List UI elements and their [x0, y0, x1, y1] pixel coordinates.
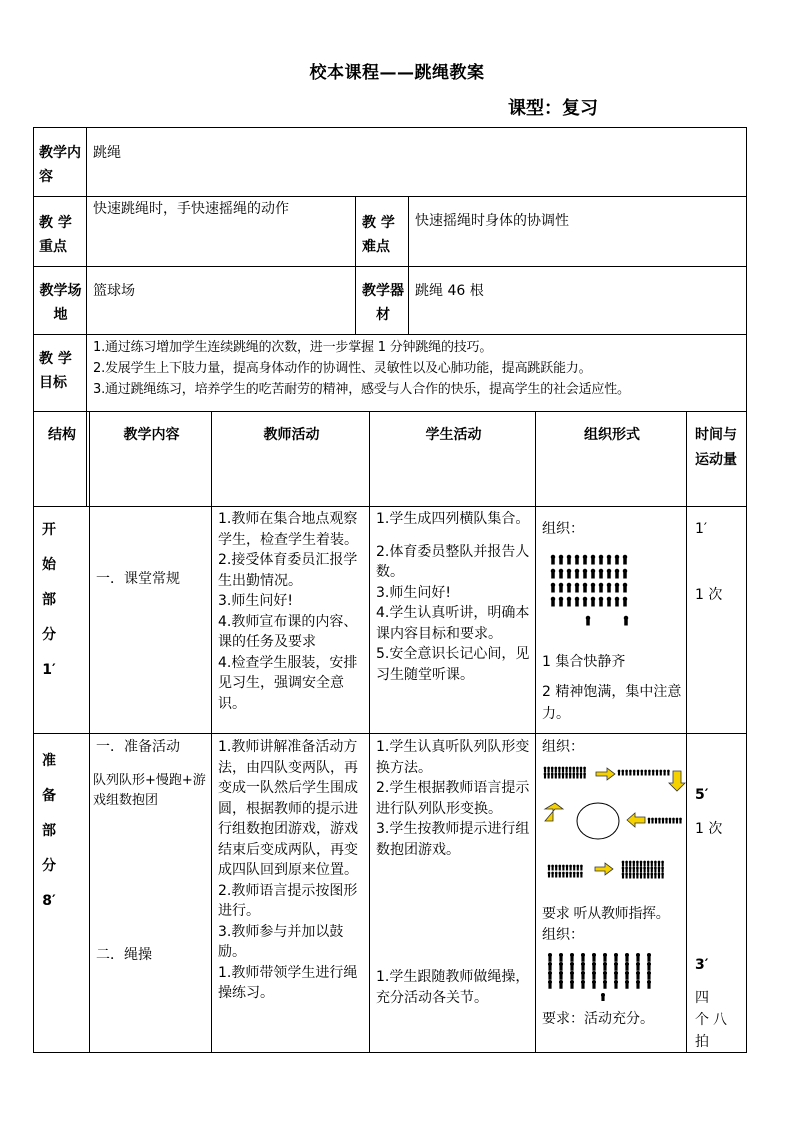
student-figure: [572, 773, 575, 779]
student-figure: [559, 980, 563, 989]
section1-time: 1′: [695, 521, 708, 537]
student-figure: [614, 953, 618, 962]
section2-content-a-detail: 队列队形+慢跑+游戏组数抱团: [93, 773, 206, 808]
student-figure: [551, 597, 556, 607]
student-figure: [676, 818, 679, 824]
formation-four-rows-diagram: [548, 552, 648, 634]
student-figure: [654, 867, 657, 873]
student-figure: [625, 873, 628, 879]
section2-teacher: [212, 735, 369, 1004]
student-figure: [570, 962, 574, 971]
student-figure: [547, 767, 550, 773]
student-figure: [576, 865, 579, 871]
student-figure: [575, 597, 580, 607]
student-figure: [625, 861, 628, 867]
student-figure: [548, 980, 552, 989]
section2-time-a: 5′: [695, 787, 709, 803]
student-figure: [554, 767, 557, 773]
student-figure: [629, 867, 632, 873]
student-figure: [603, 953, 607, 962]
student-figure: [656, 770, 659, 776]
student-figure: [548, 962, 552, 971]
student-figure: [625, 770, 628, 776]
section2-load-b: 四 个八拍: [695, 990, 731, 1050]
student-figure: [581, 980, 585, 989]
student-figure: [607, 597, 612, 607]
student-figure: [647, 861, 650, 867]
student-figure: [548, 953, 552, 962]
student-figure: [625, 867, 628, 873]
student-figure: [576, 767, 579, 773]
student-figure: [567, 583, 572, 593]
section2-org-req-a: 要求 听从教师指挥。: [542, 906, 670, 922]
header-student: 学生活动: [425, 427, 482, 443]
student-figure: [632, 861, 635, 867]
teacher-step: 4.教师宣布课的内容、课的任务及要求: [218, 613, 358, 650]
key-value: 快速跳绳时，手快速摇绳的动作: [93, 201, 289, 217]
student-figure: [559, 569, 564, 579]
student-figure: [580, 865, 583, 871]
student-figure: [544, 767, 547, 773]
student-figure: [625, 980, 629, 989]
student-figure: [562, 773, 565, 779]
student-figure: [551, 773, 554, 779]
section1-org-label: 组织：: [542, 521, 584, 537]
student-figure: [622, 861, 625, 867]
student-figure: [625, 971, 629, 980]
student-figure: [647, 962, 651, 971]
student-figure: [599, 569, 604, 579]
teacher-step: 1.教师带领学生进行绳操练习。: [218, 964, 358, 1001]
student-figure: [566, 872, 569, 878]
student-figure: [614, 980, 618, 989]
student-step: 5.安全意识长记心间，见习生随堂听课。: [376, 646, 530, 683]
student-step: 3.师生问好!: [376, 584, 451, 601]
student-figure: [667, 770, 670, 776]
header-structure: 结构: [48, 427, 76, 443]
student-figure: [654, 861, 657, 867]
student-figure: [643, 873, 646, 879]
student-figure: [572, 767, 575, 773]
goal-item: 1.通过练习增加学生连续跳绳的次数，进一步掌握 1 分钟跳绳的技巧。: [93, 340, 493, 355]
teacher-step: 1.教师在集合地点观察学生，检查学生着装。: [218, 511, 358, 548]
student-figure: [669, 818, 672, 824]
goal-list: [87, 335, 746, 400]
section1-teacher: [212, 507, 369, 714]
org-note: 2 精神饱满，集中注意力。: [542, 684, 682, 722]
student-figure: [647, 971, 651, 980]
student-figure: [624, 616, 629, 626]
rope-exercise-formation-diagram: [545, 951, 663, 1001]
student-figure: [562, 767, 565, 773]
student-figure: [640, 867, 643, 873]
student-figure: [591, 569, 596, 579]
student-figure: [554, 773, 557, 779]
student-figure: [581, 971, 585, 980]
student-figure: [551, 767, 554, 773]
student-figure: [569, 872, 572, 878]
student-figure: [559, 962, 563, 971]
student-figure: [658, 873, 661, 879]
arrow-down-left-icon: [545, 803, 563, 821]
student-figure: [576, 872, 579, 878]
student-figure: [548, 872, 551, 878]
student-figure: [580, 872, 583, 878]
student-figure: [601, 993, 605, 1001]
section2-time-b: 3′: [695, 957, 709, 973]
student-figure: [548, 865, 551, 871]
teacher-step: 3.师生问好!: [218, 593, 293, 609]
student-step: 4.学生认真听讲，明确本课内容目标和要求。: [376, 605, 530, 642]
section2-student-b: [370, 965, 535, 1008]
student-step: 2.体育委员整队并报告人数。: [376, 543, 530, 580]
student-figure: [569, 865, 572, 871]
student-figure: [570, 980, 574, 989]
student-figure: [679, 818, 682, 824]
student-figure: [622, 873, 625, 879]
student-figure: [548, 971, 552, 980]
equipment-label: 教学器材: [362, 283, 404, 323]
header-time: 时间与运动量: [695, 427, 737, 468]
student-figure: [591, 597, 596, 607]
section1-load: 1 次: [695, 587, 723, 603]
student-figure: [567, 555, 572, 565]
student-figure: [629, 770, 632, 776]
section2-org-label-a: 组织：: [542, 739, 584, 755]
student-figure: [551, 555, 556, 565]
student-figure: [661, 873, 664, 879]
student-figure: [580, 773, 583, 779]
student-figure: [607, 569, 612, 579]
student-figure: [615, 569, 620, 579]
header-teacher: 教师活动: [263, 427, 320, 443]
student-figure: [650, 873, 653, 879]
section2-structure: 准备部分8′: [42, 753, 56, 909]
student-figure: [580, 767, 583, 773]
section2-org-label-b: 组织：: [542, 927, 584, 943]
student-figure: [621, 770, 624, 776]
student-figure: [623, 597, 628, 607]
teacher-step: 3.教师参与并加以鼓励。: [218, 923, 344, 960]
student-figure: [650, 861, 653, 867]
student-figure: [654, 873, 657, 879]
student-figure: [575, 569, 580, 579]
student-figure: [559, 583, 564, 593]
goal-item: 3.通过跳绳练习，培养学生的吃苦耐劳的精神，感受与人合作的快乐，提高学生的社会适应性。: [93, 382, 630, 397]
student-figure: [565, 773, 568, 779]
student-figure: [661, 867, 664, 873]
org-note: 1 集合快静齐: [542, 654, 626, 670]
student-figure: [575, 555, 580, 565]
student-figure: [562, 872, 565, 878]
header-organization: 组织形式: [584, 427, 640, 443]
student-figure: [625, 953, 629, 962]
teacher-step: 1.教师讲解准备活动方法，由四队变两队，再变成一队然后学生围成圆，根据教师的提示进行组数抱团游戏，游戏结束后变成两队，再变成四队回到原来位置。: [218, 739, 358, 878]
student-figure: [658, 861, 661, 867]
difficulty-value: 快速摇绳时身体的协调性: [415, 213, 569, 229]
student-figure: [573, 865, 576, 871]
student-figure: [640, 770, 643, 776]
student-figure: [581, 962, 585, 971]
student-figure: [647, 980, 651, 989]
student-figure: [575, 583, 580, 593]
venue-value: 篮球场: [93, 283, 135, 299]
section2-content-a: 一．准备活动: [96, 739, 180, 755]
student-figure: [544, 773, 547, 779]
student-figure: [655, 818, 658, 824]
student-step: 1.学生认真听队列队形变换方法。: [376, 739, 530, 776]
difficulty-label: 教 学难点: [362, 215, 395, 255]
student-figure: [636, 962, 640, 971]
content-value: 跳绳: [93, 145, 121, 161]
student-figure: [559, 953, 563, 962]
student-figure: [633, 770, 636, 776]
student-figure: [622, 867, 625, 873]
student-figure: [644, 770, 647, 776]
student-figure: [591, 583, 596, 593]
student-figure: [614, 971, 618, 980]
student-figure: [665, 818, 668, 824]
student-figure: [581, 953, 585, 962]
section1-org-notes: [536, 645, 686, 725]
student-figure: [583, 583, 588, 593]
student-figure: [661, 861, 664, 867]
student-figure: [615, 597, 620, 607]
student-figure: [662, 818, 665, 824]
student-figure: [559, 555, 564, 565]
student-figure: [583, 773, 586, 779]
student-figure: [551, 569, 556, 579]
section1-structure: 开始部分1′: [42, 522, 56, 678]
student-figure: [643, 867, 646, 873]
student-figure: [551, 583, 556, 593]
student-figure: [603, 980, 607, 989]
student-figure: [551, 865, 554, 871]
student-step: 1.学生成四列横队集合。: [376, 511, 530, 527]
student-figure: [659, 770, 662, 776]
student-figure: [651, 818, 654, 824]
student-figure: [591, 555, 596, 565]
student-figure: [636, 867, 639, 873]
arrow-down-icon: [669, 771, 685, 791]
student-figure: [558, 872, 561, 878]
student-figure: [583, 767, 586, 773]
student-figure: [603, 962, 607, 971]
student-figure: [592, 980, 596, 989]
section2-content-b: 二．绳操: [96, 947, 152, 963]
student-figure: [623, 583, 628, 593]
student-figure: [636, 861, 639, 867]
document-title: 校本课程——跳绳教案: [309, 63, 485, 83]
header-content: 教学内容: [123, 427, 180, 443]
student-figure: [607, 583, 612, 593]
student-figure: [629, 861, 632, 867]
lesson-plan-table: [33, 127, 747, 1053]
key-label: 教 学重点: [39, 215, 72, 255]
goal-item: 2.发展学生上下肢力量，提高身体动作的协调性、灵敏性以及心肺功能，提高跳跃能力。: [93, 361, 592, 376]
formation-transition-diagram: [541, 763, 686, 899]
student-figure: [567, 597, 572, 607]
student-figure: [636, 971, 640, 980]
student-figure: [643, 861, 646, 867]
student-figure: [567, 569, 572, 579]
student-figure: [640, 861, 643, 867]
teacher-step: 4.检查学生服装，安排见习生，强调安全意识。: [218, 654, 358, 712]
arrow-right-icon: [596, 768, 615, 780]
student-figure: [663, 770, 666, 776]
teacher-step: 2.接受体育委员汇报学生出勤情况。: [218, 552, 358, 589]
student-figure: [614, 962, 618, 971]
venue-label: 教学场地: [39, 283, 82, 323]
student-figure: [583, 569, 588, 579]
student-figure: [647, 953, 651, 962]
student-figure: [636, 873, 639, 879]
student-figure: [647, 867, 650, 873]
circle-formation: [577, 803, 619, 839]
student-figure: [650, 867, 653, 873]
student-figure: [632, 867, 635, 873]
student-figure: [569, 767, 572, 773]
student-figure: [570, 971, 574, 980]
student-figure: [555, 872, 558, 878]
student-figure: [562, 865, 565, 871]
student-figure: [558, 767, 561, 773]
student-figure: [615, 555, 620, 565]
equipment-value: 跳绳 46 根: [415, 283, 484, 299]
student-figure: [559, 597, 564, 607]
student-figure: [599, 597, 604, 607]
course-type: 课型：复习: [508, 98, 598, 119]
student-figure: [559, 971, 563, 980]
student-figure: [648, 770, 651, 776]
student-figure: [558, 865, 561, 871]
student-figure: [640, 873, 643, 879]
student-figure: [558, 773, 561, 779]
section2-student-a: [370, 735, 535, 860]
student-figure: [551, 872, 554, 878]
student-figure: [566, 865, 569, 871]
student-figure: [672, 818, 675, 824]
student-figure: [652, 770, 655, 776]
student-figure: [607, 555, 612, 565]
student-figure: [599, 583, 604, 593]
section1-student: [370, 507, 535, 685]
section2-org-req-b: 要求：活动充分。: [542, 1011, 654, 1027]
student-figure: [592, 962, 596, 971]
student-figure: [647, 873, 650, 879]
student-figure: [565, 767, 568, 773]
student-figure: [599, 555, 604, 565]
student-figure: [576, 773, 579, 779]
goal-label: 教 学目标: [39, 351, 72, 391]
student-figure: [583, 555, 588, 565]
student-figure: [570, 953, 574, 962]
student-figure: [547, 773, 550, 779]
student-figure: [592, 953, 596, 962]
student-figure: [569, 773, 572, 779]
student-figure: [615, 583, 620, 593]
teacher-step: 2.教师语言提示按图形进行。: [218, 882, 358, 919]
student-figure: [648, 818, 651, 824]
student-step: 2.学生根据教师语言提示进行队列队形变换。: [376, 780, 530, 817]
student-figure: [658, 818, 661, 824]
student-figure: [623, 569, 628, 579]
student-figure: [637, 770, 640, 776]
student-figure: [583, 597, 588, 607]
student-figure: [618, 770, 621, 776]
section1-content: 一．课堂常规: [96, 571, 180, 587]
student-figure: [623, 555, 628, 565]
student-figure: [636, 980, 640, 989]
arrow-left-icon: [627, 813, 645, 827]
student-figure: [625, 962, 629, 971]
student-figure: [573, 872, 576, 878]
student-figure: [632, 873, 635, 879]
student-figure: [603, 971, 607, 980]
content-label: 教学内容: [39, 145, 81, 185]
student-step: 1.学生跟随教师做绳操，充分活动各关节。: [376, 969, 530, 1006]
student-figure: [636, 953, 640, 962]
arrow-right-icon: [595, 863, 613, 875]
student-figure: [629, 873, 632, 879]
student-figure: [658, 867, 661, 873]
student-step: 3.学生按教师提示进行组数抱团游戏。: [376, 821, 530, 858]
section2-load-a: 1 次: [695, 821, 723, 837]
student-figure: [555, 865, 558, 871]
student-figure: [586, 616, 591, 626]
student-figure: [592, 971, 596, 980]
